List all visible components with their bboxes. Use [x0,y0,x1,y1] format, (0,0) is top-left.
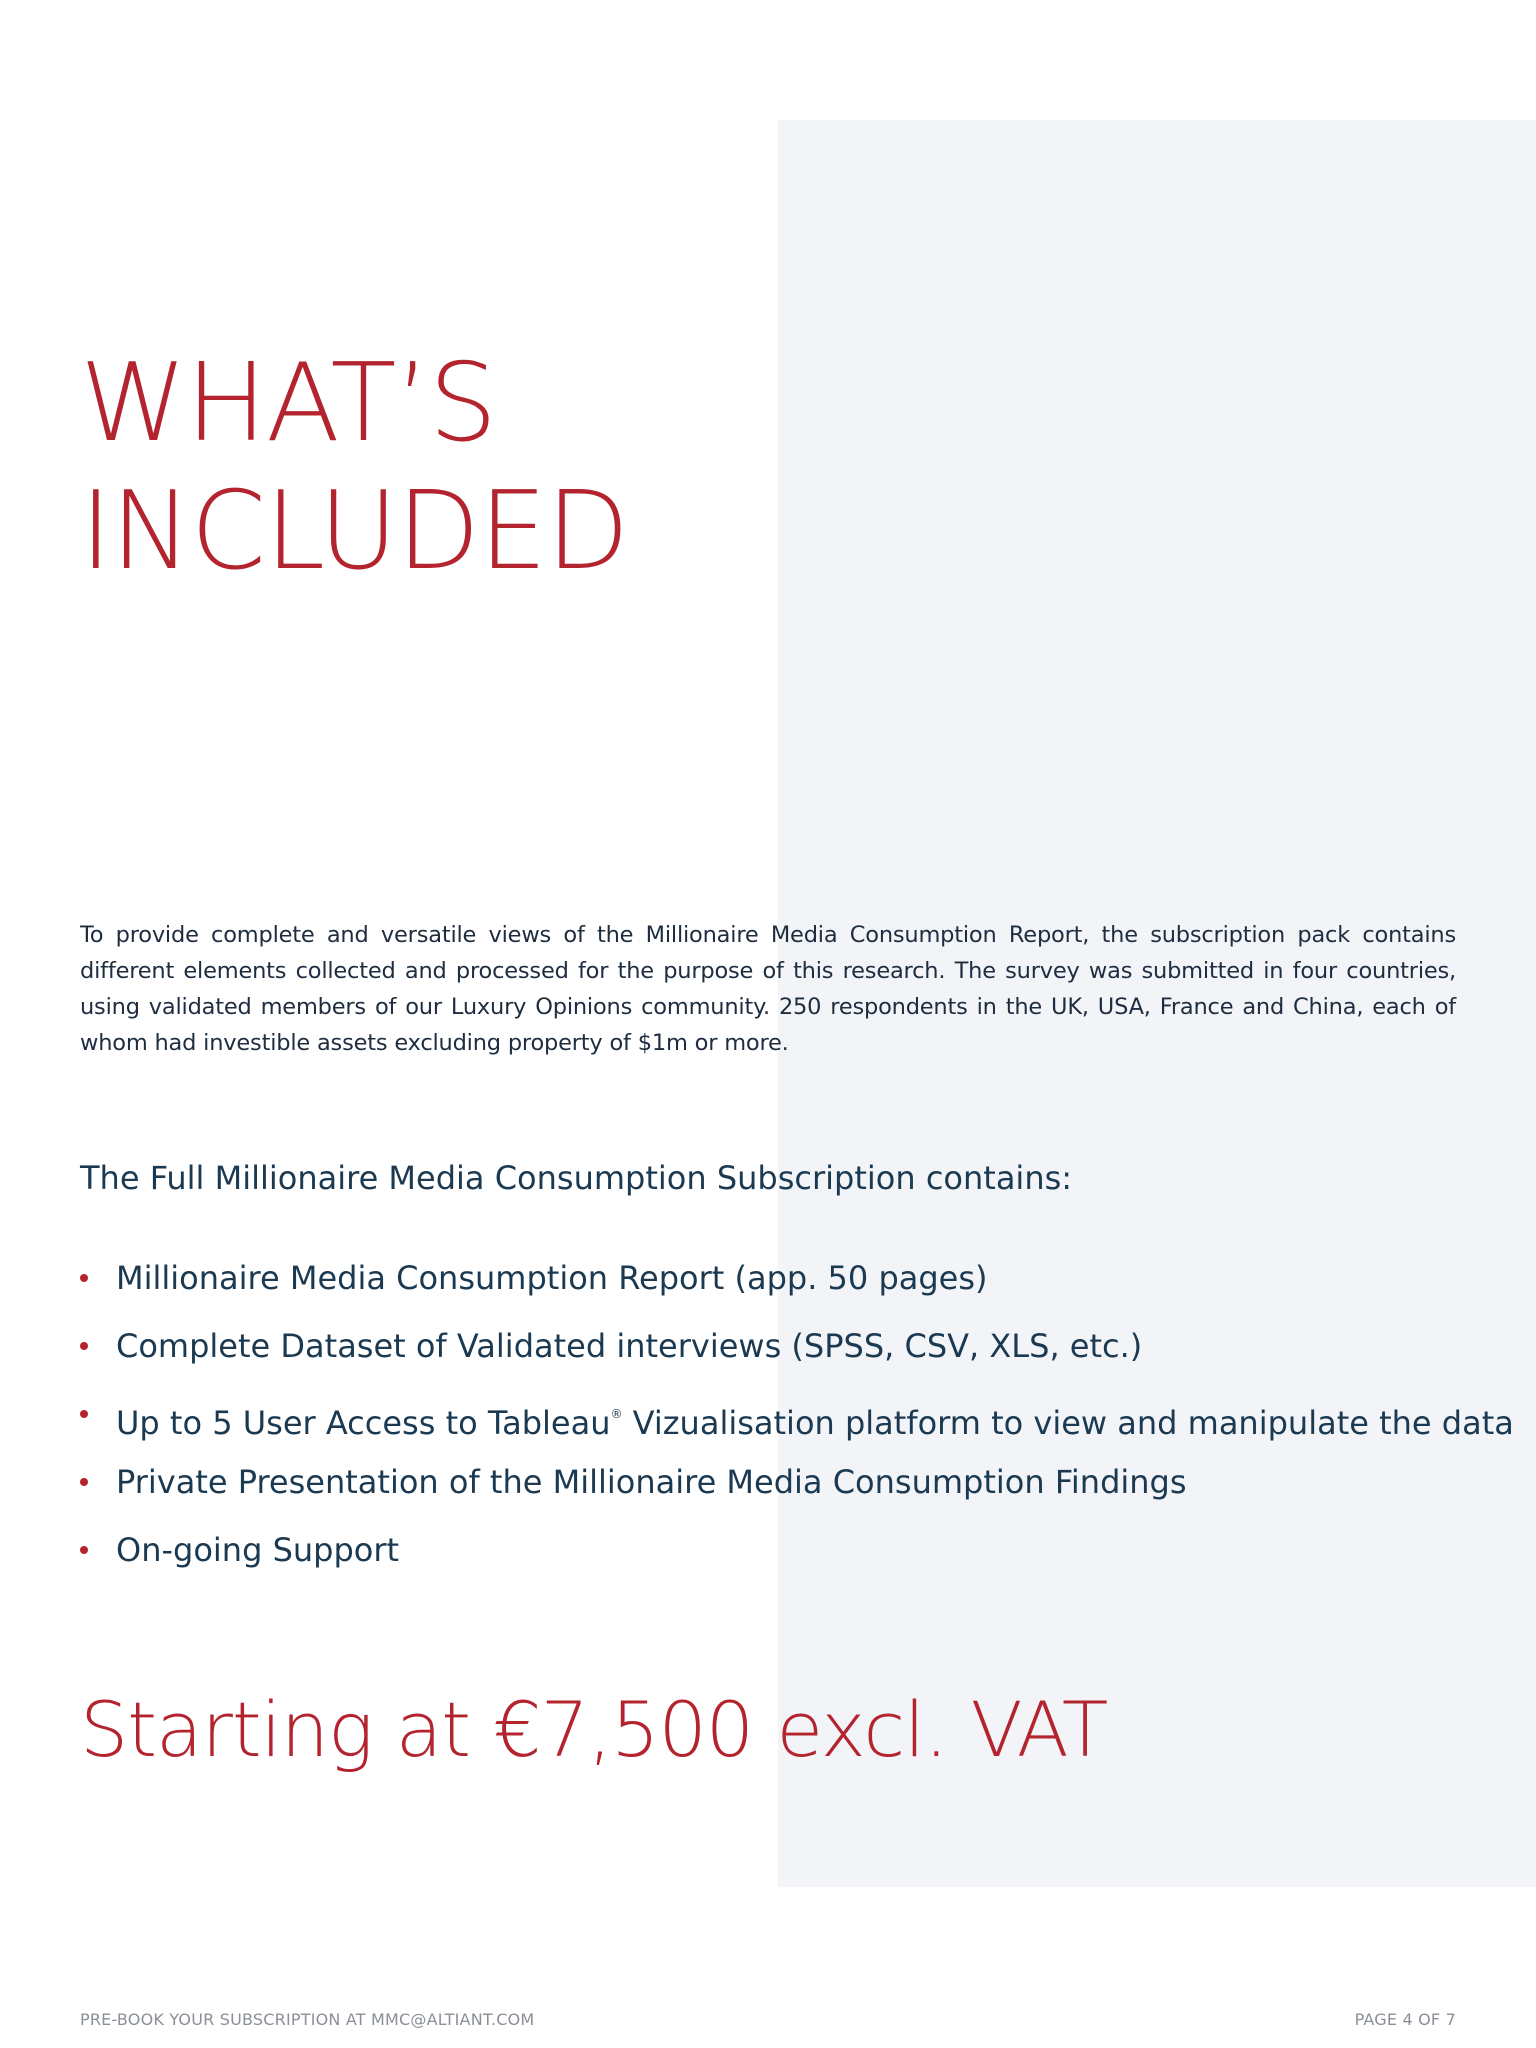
bullet-icon [80,1478,88,1486]
feature-item-dataset [80,1320,1514,1388]
page-title [80,340,628,596]
feature-list [80,1252,1514,1592]
feature-text-start: Up to 5 User Access to Tableau [116,1404,611,1442]
registered-mark: ® [610,1407,623,1421]
intro-paragraph: To provide complete and versatile views of the Millionaire Media Consumption Report, the subscription pack contains different elements collected and processed for the purpose of this research. The survey was submitted in four countries, using validated members of our Luxury Opinions community. 250 respondents in the UK, USA, France and China, each of whom had investible assets excluding property of $1m or more. [80,922,1456,1056]
feature-item-support [80,1524,1514,1592]
bullet-icon [80,1342,88,1350]
page-title-line-2: INCLUDED [80,469,629,594]
feature-text: Millionaire Media Consumption Report (app. 50 pages) [116,1259,988,1297]
feature-text: Private Presentation of the Millionaire Media Consumption Findings [116,1463,1187,1501]
bullet-icon [80,1546,88,1554]
page-number: PAGE 4 OF 7 [1354,2010,1456,2029]
feature-item-report [80,1252,1514,1320]
feature-item-tableau [80,1388,1514,1456]
feature-text: On-going Support [116,1531,400,1569]
feature-item-presentation [80,1456,1514,1524]
subscription-contents-heading: The Full Millionaire Media Consumption Subscription contains: [80,1159,1073,1197]
page-title-line-1: WHAT’S [80,341,497,466]
footer-contact: PRE-BOOK YOUR SUBSCRIPTION AT MMC@ALTIANT.COM [80,2010,535,2029]
feature-text: Complete Dataset of Validated interviews (SPSS, CSV, XLS, etc.) [116,1327,1143,1365]
price-statement: Starting at €7,500 excl. VAT [80,1685,1108,1774]
feature-text-end: Vizualisation platform to view and manipulate the data [622,1404,1514,1442]
bullet-icon [80,1410,88,1418]
bullet-icon [80,1274,88,1282]
